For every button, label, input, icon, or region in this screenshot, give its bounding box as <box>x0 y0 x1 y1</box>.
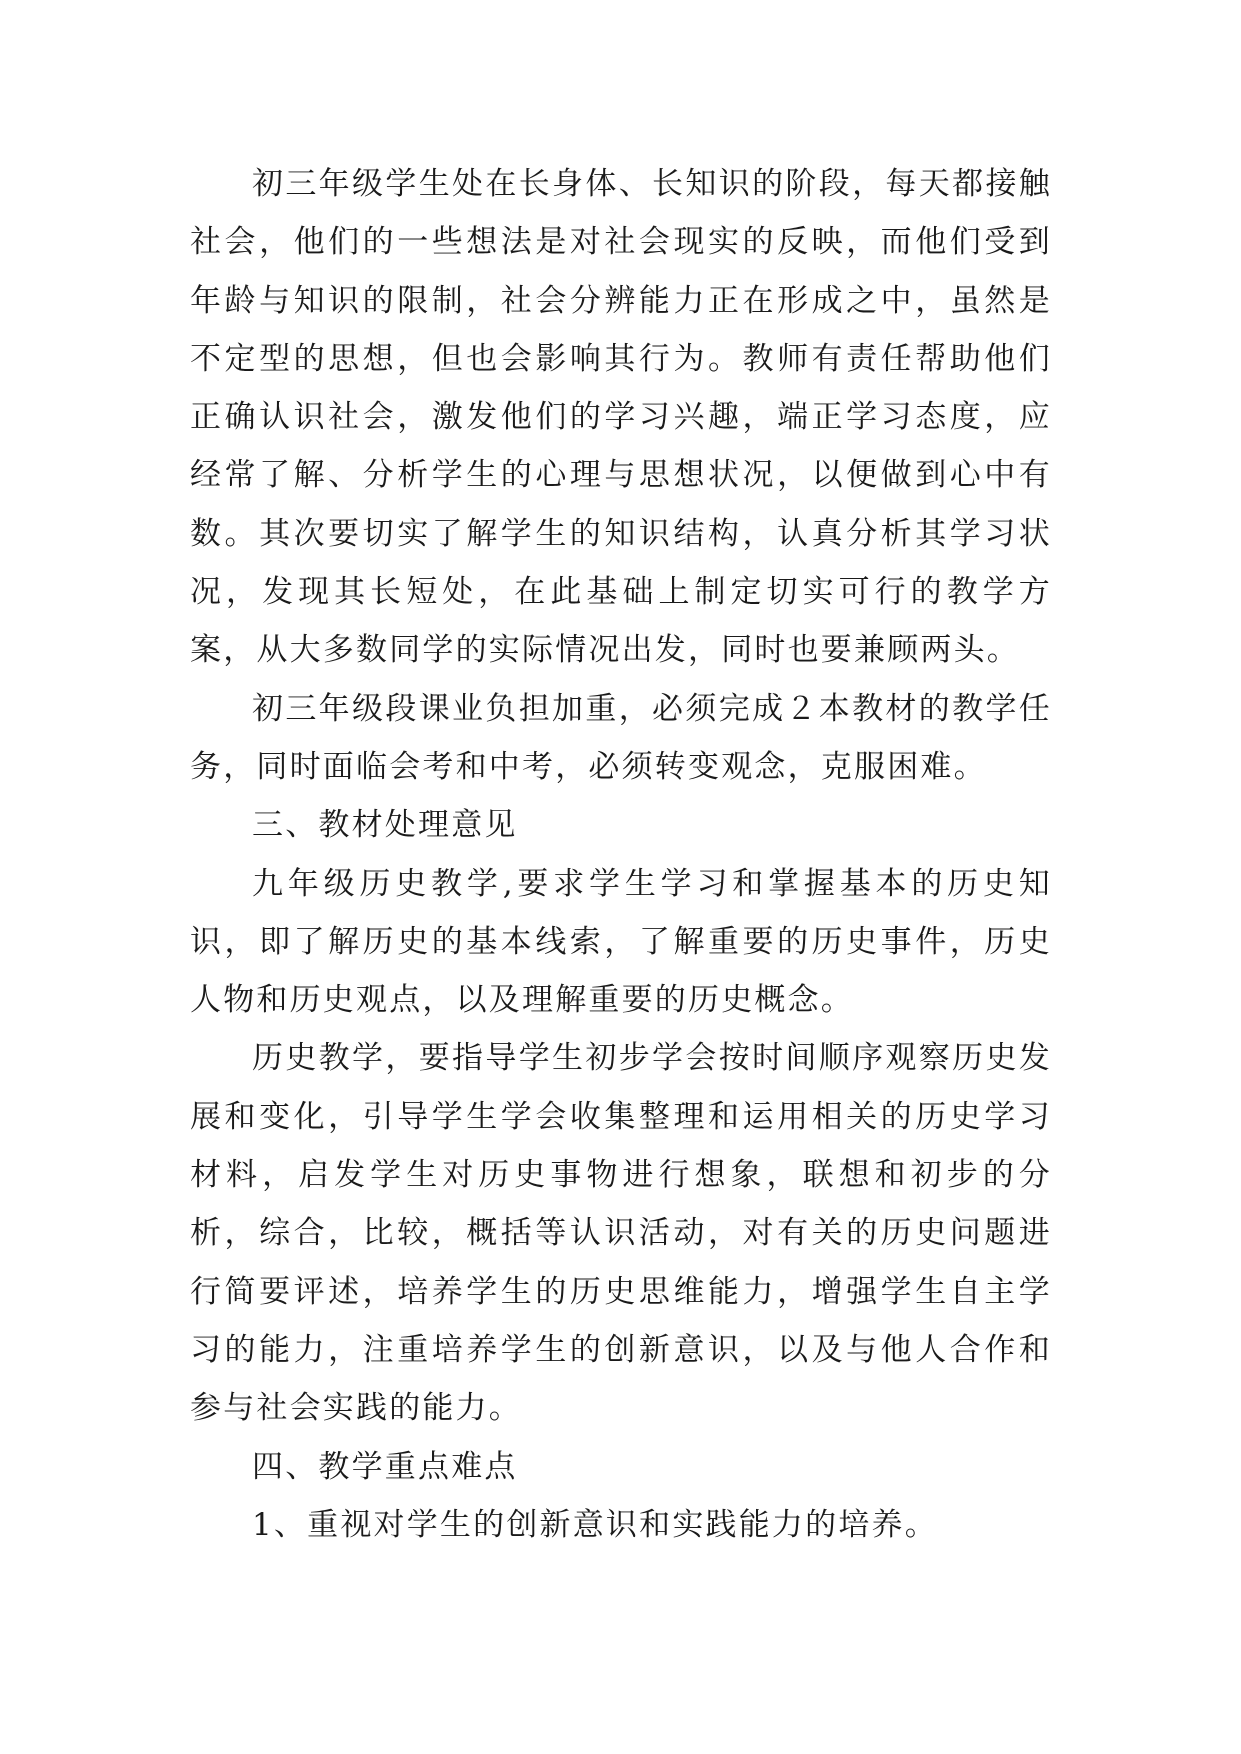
paragraph-workload: 初三年级段课业负担加重，必须完成２本教材的教学任务，同时面临会考和中考，必须转变观念，克服困难。 <box>190 690 1052 785</box>
document-body <box>190 155 1052 1554</box>
paragraph-grade9-requirements: 九年级历史教学,要求学生学习和掌握基本的历史知识，即了解历史的基本线索，了解重要的历史事件，历史人物和历史观点，以及理解重要的历史概念。 <box>190 865 1052 1019</box>
section-heading-key-points: 四、教学重点难点 <box>252 1448 518 1485</box>
section-heading-textbook: 三、教材处理意见 <box>252 807 518 844</box>
paragraph-student-analysis: 初三年级学生处在长身体、长知识的阶段，每天都接触社会，他们的一些想法是对社会现实的反映，而他们受到年龄与知识的限制，社会分辨能力正在形成之中，虽然是不定型的思想，但也会影响其行为。教师有责任帮助他们正确认识社会，激发他们的学习兴趣，端正学习态度，应经常了解、分析学生的心理与思想状况，以便做到心中有数。其次要切实了解学生的知识结构，认真分析其学习状况，发现其长短处，在此基础上制定切实可行的教学方案，从大多数同学的实际情况出发，同时也要兼顾两头。 <box>190 166 1052 669</box>
list-item-innovation: 1、重视对学生的创新意识和实践能力的培养。 <box>252 1506 938 1543</box>
paragraph-teaching-guidance: 历史教学，要指导学生初步学会按时间顺序观察历史发展和变化，引导学生学会收集整理和运用相关的历史学习材料，启发学生对历史事物进行想象，联想和初步的分析，综合，比较，概括等认识活动，对有关的历史问题进行简要评述，培养学生的历史思维能力，增强学生自主学习的能力，注重培养学生的创新意识，以及与他人合作和参与社会实践的能力。 <box>190 1040 1052 1427</box>
